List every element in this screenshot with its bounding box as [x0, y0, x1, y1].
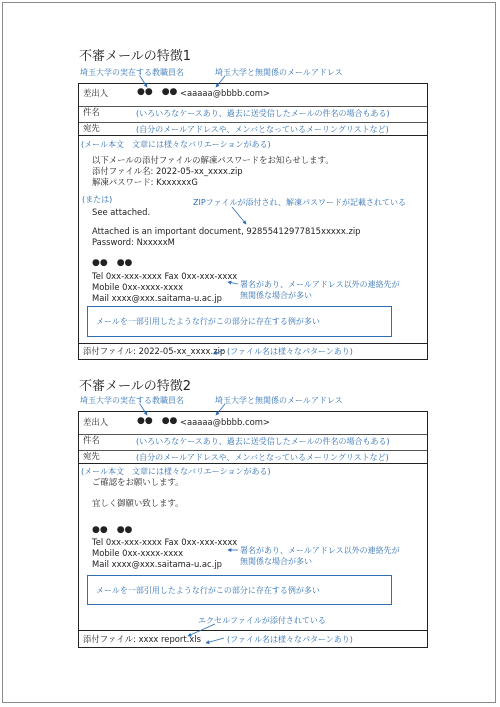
section1-sender-label: 差出人 [83, 88, 109, 98]
section1-zip-note: ZIPファイルが添付され、解凍パスワードが記載されている [193, 198, 406, 207]
section1-body-note: (メール本文 文章には様々なバリエーションがある) [81, 140, 271, 149]
section1-signature-name: ●● ●● [92, 258, 133, 268]
section1-signature-line: Mail xxxx@xxx.saitama-u.ac.jp [92, 293, 222, 303]
section1-subject-label: 件名 [83, 107, 100, 117]
section2-signature-note: 無関係な場合が多い [240, 557, 312, 566]
section1-sender-name: ●● ●● [137, 87, 178, 97]
divider [79, 343, 427, 344]
section2-body-line: ご確認をお願いします。 [92, 477, 184, 487]
divider [79, 135, 427, 136]
section2-to-note: (自分のメールアドレスや、メンバとなっているメーリングリストなど) [136, 453, 389, 462]
section2-subject-note: (いろいろなケースあり、過去に送受信したメールの件名の場合もある) [136, 437, 390, 446]
section1-staff-annotation: 埼玉大学の実在する教職員名 [80, 68, 184, 77]
divider [79, 630, 427, 631]
section1-attachment-note: (ファイル名は様々なパターンあり) [227, 347, 353, 356]
section1-or-note: (または) [82, 195, 113, 204]
section2-title: 不審メールの特徴2 [79, 379, 192, 394]
section1-signature-line: Mobile 0xx-xxxx-xxxx [92, 282, 184, 292]
section1-see-attached: See attached. [92, 207, 151, 217]
section1-body-line: 添付ファイル名: 2022-05-xx_xxxx.zip [92, 166, 243, 176]
section2-quote-note: メールを一部引用したような行がこの部分に存在する例が多い [96, 586, 320, 595]
section1-address-annotation: 埼玉大学と無関係のメールアドレス [215, 68, 343, 77]
section1-body-line: 以下メールの添付ファイルの解凍パスワードをお知らせします。 [92, 155, 334, 165]
section1-to-note: (自分のメールアドレスや、メンバとなっているメーリングリストなど) [136, 125, 389, 134]
section2-excel-note: エクセルファイルが添付されている [198, 616, 326, 625]
section1-signature-line: Tel 0xx-xxx-xxxx Fax 0xx-xxx-xxxx [92, 271, 238, 281]
section2-body-note: (メール本文 文章には様々なバリエーションがある) [81, 467, 271, 476]
section1-title: 不審メールの特徴1 [79, 49, 192, 64]
section2-address-annotation: 埼玉大学と無関係のメールアドレス [215, 396, 343, 405]
section1-body-line: 解凍パスワード: KxxxxxxG [92, 177, 198, 187]
divider [79, 463, 427, 464]
section1-signature-note: 署名があり、メールアドレス以外の連絡先が [240, 280, 400, 289]
section2-attachment-note: (ファイル名は様々なパターンあり) [227, 635, 353, 644]
section2-signature-name: ●● ●● [92, 525, 133, 535]
section2-subject-label: 件名 [83, 435, 100, 445]
section2-sender-address: <aaaaa@bbbb.com> [180, 417, 270, 427]
divider [79, 434, 427, 435]
section1-subject-note: (いろいろなケースあり、過去に送受信したメールの件名の場合もある) [136, 109, 390, 118]
section1-signature-note: 無関係な場合が多い [240, 291, 312, 300]
divider [79, 122, 427, 123]
section2-body-line: 宜しく御願い致します。 [92, 498, 184, 508]
section2-signature-line: Mobile 0xx-xxxx-xxxx [92, 548, 184, 558]
section2-signature-note: 署名があり、メールアドレス以外の連絡先が [240, 546, 400, 555]
divider [79, 450, 427, 451]
section2-sender-name: ●● ●● [137, 416, 178, 426]
section2-signature-line: Mail xxxx@xxx.saitama-u.ac.jp [92, 559, 222, 569]
section2-sender-label: 差出人 [83, 417, 109, 427]
section1-attachment: 添付ファイル: 2022-05-xx_xxxx.zip [83, 346, 226, 356]
section1-alt-line: Attached is an important document, 92855412977815xxxxx.zip [92, 226, 361, 236]
section2-staff-annotation: 埼玉大学の実在する教職員名 [80, 396, 184, 405]
divider [79, 106, 427, 107]
section1-sender-address: <aaaaa@bbbb.com> [180, 88, 270, 98]
section2-to-label: 宛先 [83, 451, 100, 461]
section2-signature-line: Tel 0xx-xxx-xxxx Fax 0xx-xxx-xxxx [92, 537, 238, 547]
section2-attachment: 添付ファイル: xxxx report.xls [83, 634, 201, 644]
section1-to-label: 宛先 [83, 123, 100, 133]
section1-alt-line: Password: NxxxxxM [92, 237, 175, 247]
section1-quote-note: メールを一部引用したような行がこの部分に存在する例が多い [96, 317, 320, 326]
